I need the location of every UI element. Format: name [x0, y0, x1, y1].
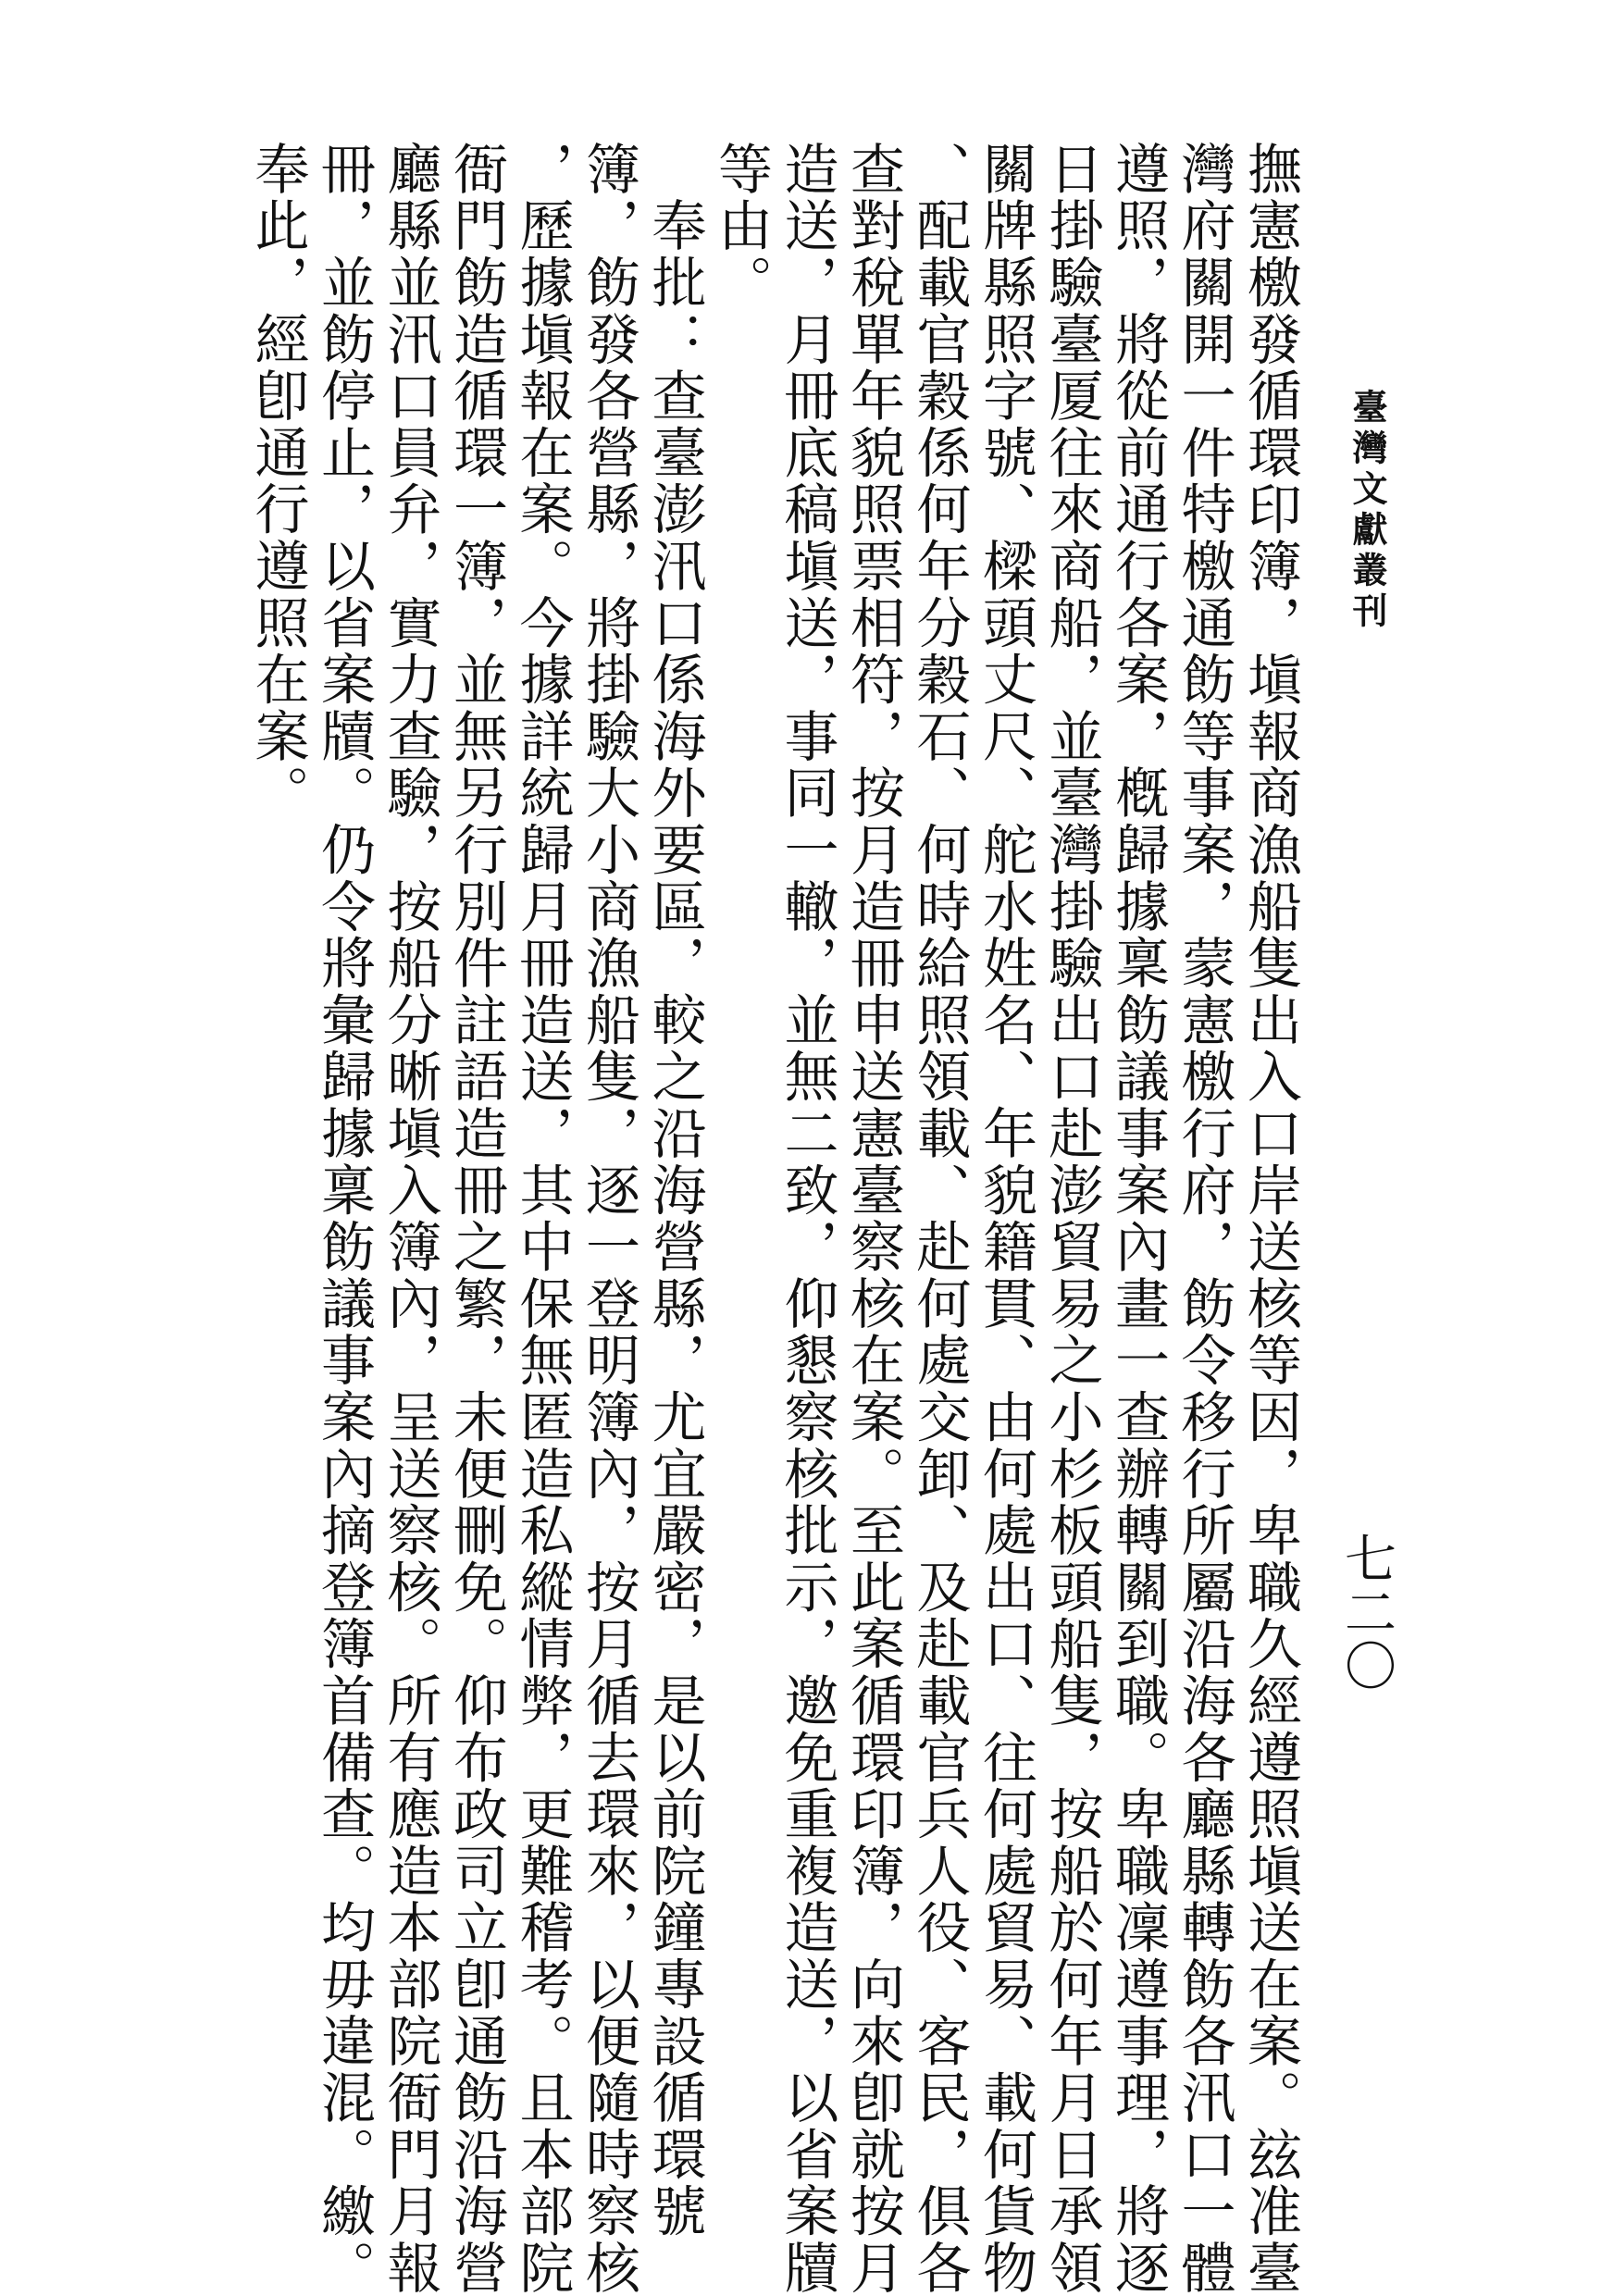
text-column: 奉此，經卽通行遵照在案。: [245, 141, 310, 822]
text-column: 造送，月冊底稿塡送，事同一轍，並無二致，仰懇察核批示，邀免重複造送，以省案牘: [775, 141, 839, 2296]
text-column: 等由。: [709, 141, 773, 311]
running-head: 臺灣文獻叢刊: [1347, 389, 1387, 633]
text-column: 查對稅單年貌照票相符，按月造冊申送憲臺察核在案。至此案循環印簿，向來卽就按月: [841, 141, 905, 2296]
text-column: 撫憲檄發循環印簿，塡報商漁船隻出入口岸送核等因，卑職久經遵照塡送在案。玆准臺: [1238, 141, 1302, 2296]
text-column: 冊，並飭停止，以省案牘。仍令將彙歸據稟飭議事案內摘登簿首備查。均毋違混。繳。: [312, 141, 376, 2296]
page-number: 七二〇: [1336, 1532, 1397, 1693]
text-column: ，歷據塡報在案。今據詳統歸月冊造送，其中保無匿造私縱情弊，更難稽考。且本部院: [510, 141, 575, 2296]
text-column: 遵照，將從前通行各案，槪歸據稟飭議事案內畫一查辦轉關到職。卑職凜遵事理，將逐: [1106, 141, 1170, 2296]
text-column: 關牌縣照字號、樑頭丈尺、舵水姓名、年貌籍貫、由何處出口、往何處貿易、載何貨物: [974, 141, 1037, 2296]
text-column: 廳縣並汛口員弁，實力查驗，按船分晰塡入簿內，呈送察核。所有應造本部院衙門月報: [378, 141, 442, 2296]
text-column: 灣府關開一件特檄通飭等事案，蒙憲檄行府，飭令移行所屬沿海各廳縣轉飭各汛口一體: [1172, 141, 1236, 2296]
text-column: 奉批：查臺澎汛口係海外要區，較之沿海營縣，尤宜嚴密，是以前院鐘專設循環號: [642, 141, 707, 2240]
text-column: 簿，飭發各營縣，將掛驗大小商漁船隻，逐一登明簿內，按月循去環來，以便隨時察核: [577, 141, 640, 2296]
text-column: 日掛驗臺厦往來商船，並臺灣掛驗出口赴澎貿易之小杉板頭船隻，按船於何年月日承領: [1039, 141, 1104, 2296]
text-column: 、配載官穀係何年分穀石、何時給照領載、赴何處交卸、及赴載官兵人役、客民，俱各: [907, 141, 972, 2296]
body-text: [244, 141, 1303, 2296]
text-column: 衙門飭造循環一簿，並無另行別件註語造冊之繁，未便刪免。仰布政司立卽通飭沿海營: [444, 141, 508, 2296]
